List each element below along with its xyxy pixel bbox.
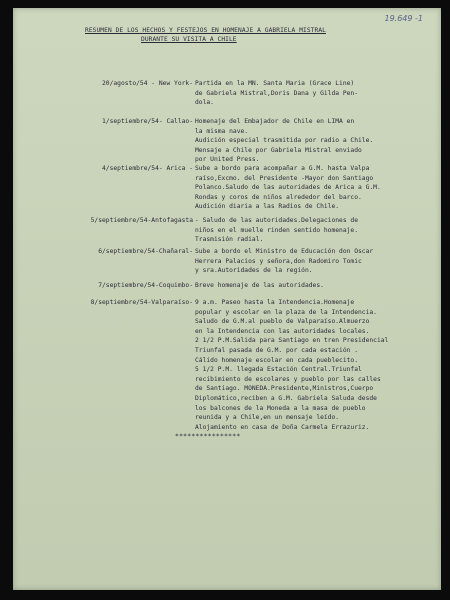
entry-line: Rondas y coros de niños alrededor del barco.: [195, 193, 362, 201]
entry-line: la misma nave.: [195, 127, 249, 135]
entry-line: por United Press.: [195, 156, 260, 164]
entry-line: de Santiago. MONEDA.Presidente,Ministros,Cuerpo: [195, 385, 374, 393]
entry-line: Trasmisión radial.: [195, 236, 264, 244]
entry-description: [195, 164, 433, 212]
entry-line: Audición especial trasmitida por radio a Chile.: [195, 137, 374, 145]
entry-date-place: 8/septiembre/54-Valparaíso-: [90, 299, 193, 306]
entry-description: [195, 216, 433, 245]
entry-date-place: 7/septiembre/54-Coquimbo-: [98, 282, 193, 289]
entry-date-place: 5/septiembre/54-Antofagasta: [90, 217, 193, 224]
entry-line: raíso,Excmo. del Presidente -Mayor don Santiago: [195, 174, 374, 182]
entry-line: dola.: [195, 99, 214, 107]
entry-line: 5 1/2 P.M. llegada Estación Central.Triunfal: [195, 366, 362, 374]
entry-date-place: 4/septiembre/54- Arica -: [102, 165, 193, 172]
entry-line: Partida en la MN. Santa Maria (Grace Line): [195, 80, 355, 87]
entry-description: [195, 281, 433, 291]
document-page: [13, 8, 441, 590]
entry-description: [195, 298, 433, 432]
entry-line: Cálido homenaje escolar en cada pueblecito.: [195, 356, 359, 364]
entry-line: Audición diaria a las Radios de Chile.: [195, 203, 340, 211]
entry-line: Triunfal pasada de G.M. por cada estación .: [195, 346, 359, 354]
entry-line: en la Intendencia con las autoridades locales.: [195, 327, 370, 335]
entry-line: 9 a.m. Paseo hasta la Intendencia.Homenaje: [195, 299, 355, 306]
entry-description: [195, 79, 433, 108]
entry-line: niños en el muelle rinden sentido homenaje.: [195, 226, 359, 234]
entry-line: Sube a bordo para acompañar a G.M. hasta Valpa: [195, 165, 370, 172]
entry-line: Polanco.Saludo de las autoridades de Arica a G.M.: [195, 184, 381, 192]
archive-reference-number: 19.649 -1: [384, 14, 423, 23]
entry-line: de Gabriela Mistral,Doris Dana y Gilda Pen-: [195, 89, 359, 97]
entry-line: Sube a bordo el Ministro de Educación don Oscar: [195, 248, 374, 255]
entry-date-place: 6/septiembre/54-Chañaral-: [98, 248, 193, 255]
title-line: RESUMEN DE LOS HECHOS Y FESTEJOS EN HOMENAJE A GABRIELA MISTRAL: [85, 27, 326, 34]
entry-line: popular y escolar en la plaza de la Intendencia.: [195, 308, 377, 316]
entry-line: Diplomático,reciben a G.M. Gabriela Saluda desde: [195, 394, 377, 402]
entry-line: Alojamiento en casa de Doña Carmela Errazuriz.: [195, 423, 370, 431]
entry-line: - Saludo de las autoridades.Delegaciones de: [195, 217, 359, 224]
entry-line: Saludo de G.M.al pueblo de Valparaíso.Almuerzo: [195, 318, 370, 326]
entry-line: Mensaje a Chile por Gabriela Mistral enviado: [195, 146, 362, 154]
entry-date-place: 20/agosto/54 - New York-: [102, 80, 193, 87]
document-title: [85, 26, 405, 44]
entry-line: Homenaje del Embajador de Chile en LIMA en: [195, 118, 355, 125]
title-line: DURANTE SU VISITA A CHILE: [141, 36, 237, 43]
entry-line: 2 1/2 P.M.Salida para Santiago en tren Presidencial: [195, 337, 389, 345]
entry-line: recibimiento de escolares y pueblo por las calles: [195, 375, 381, 383]
entry-line: y sra.Autoridades de la región.: [195, 267, 313, 275]
entry-description: [195, 247, 433, 276]
entry-line: reunida y a Chile,en un mensaje leído.: [195, 414, 340, 422]
entry-line: los balcones de la Moneda a la masa de pueblo: [195, 404, 366, 412]
asterisk-divider: ****************: [175, 433, 241, 440]
entry-date-place: 1/septiembre/54- Callao-: [102, 118, 193, 125]
entry-line: Breve homenaje de las autoridades.: [195, 282, 324, 289]
entry-line: Herrera Palacios y señora,don Radomiro Tomic: [195, 257, 362, 265]
entry-description: [195, 117, 433, 165]
